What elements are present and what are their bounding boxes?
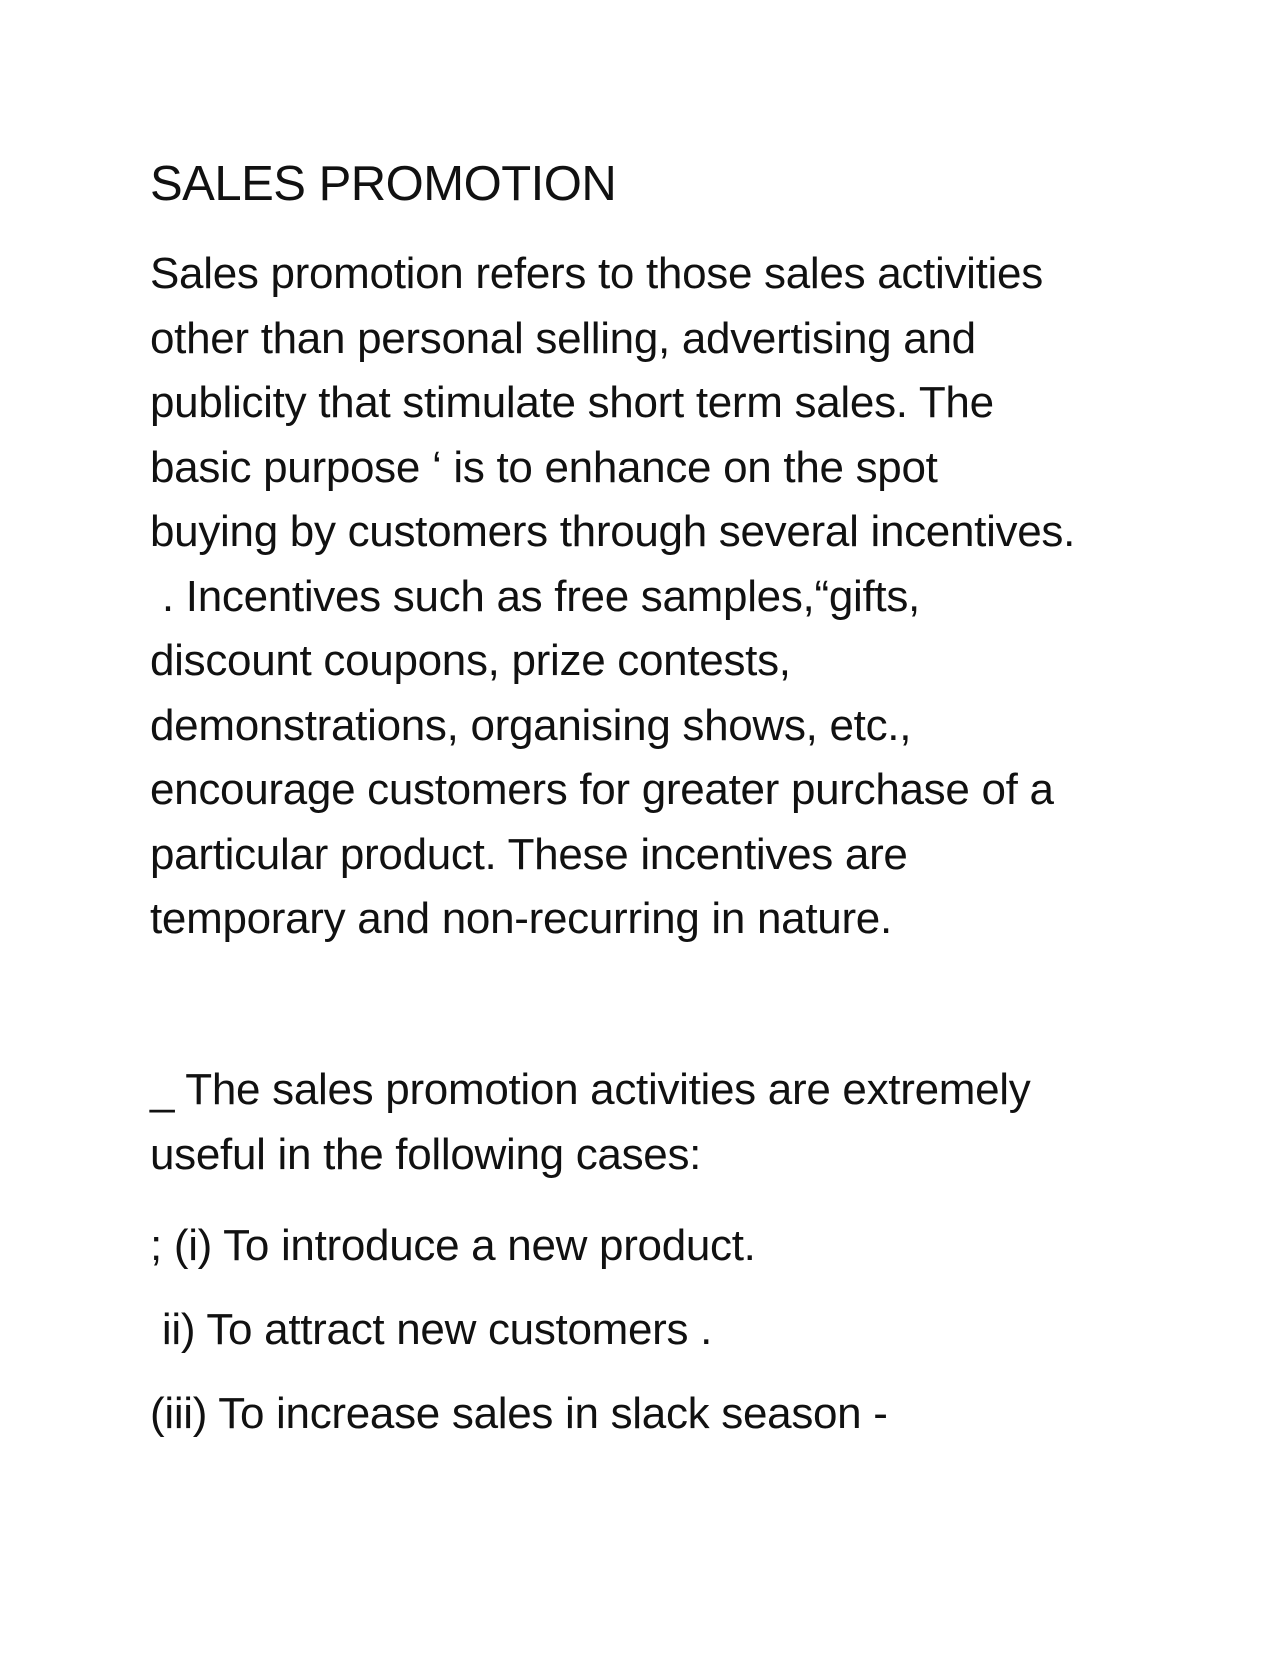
- paragraph-line: _ The sales promotion activities are extremely: [150, 1065, 1031, 1114]
- paragraph-line: buying by customers through several incentives.: [150, 507, 1076, 556]
- paragraph-line: Sales promotion refers to those sales activities: [150, 249, 1043, 298]
- paragraph-line: encourage customers for greater purchase of a: [150, 765, 1054, 814]
- list-item: ii) To attract new customers .: [150, 1305, 713, 1354]
- paragraph-line: publicity that stimulate short term sales. The: [150, 378, 994, 427]
- paragraph-line: particular product. These incentives are: [150, 829, 908, 879]
- paragraph-line: discount coupons, prize contests,: [150, 636, 791, 685]
- cases-list: [150, 1204, 888, 1456]
- list-item: ; (i) To introduce a new product.: [150, 1221, 756, 1270]
- intro-paragraph: [150, 242, 1075, 952]
- paragraph-line: basic purpose ‘ is to enhance on the spot: [150, 442, 938, 492]
- paragraph-line: demonstrations, organising shows, etc.,: [150, 700, 912, 750]
- paragraph-line: useful in the following cases:: [150, 1129, 702, 1179]
- paragraph-line: . Incentives such as free samples,“gifts,: [150, 571, 920, 621]
- list-item: (iii) To increase sales in slack season -: [150, 1389, 888, 1438]
- paragraph-line: other than personal selling, advertising and: [150, 313, 976, 363]
- usefulness-paragraph: [150, 1058, 1030, 1187]
- page-title: SALES PROMOTION: [150, 157, 617, 211]
- paragraph-line: temporary and non-recurring in nature.: [150, 894, 892, 943]
